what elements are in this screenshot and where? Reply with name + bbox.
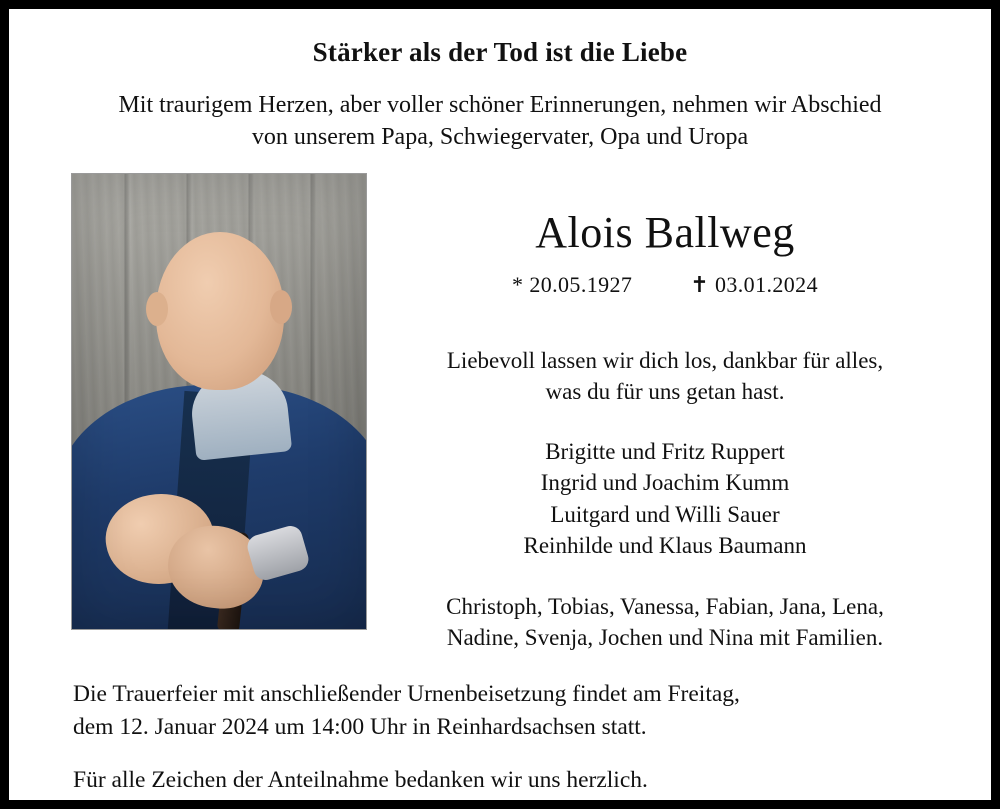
thanks-note: Für alle Zeichen der Anteilnahme bedanken wir uns herzlich. (73, 767, 648, 794)
family-name: Reinhilde und Klaus Baumann (523, 532, 807, 558)
intro-text (49, 90, 951, 153)
intro-line-2: von unserem Papa, Schwiegervater, Opa und Uropa (251, 123, 749, 150)
death-date-group (690, 272, 818, 297)
funeral-service-details (73, 678, 961, 745)
deceased-name: Alois Ballweg (535, 208, 795, 258)
grandchildren-list (383, 591, 947, 654)
death-date: 03.01.2024 (714, 272, 818, 298)
service-information (39, 678, 961, 798)
life-dates (383, 272, 947, 298)
photo-vignette (72, 174, 366, 629)
birth-date: 20.05.1927 (529, 272, 633, 298)
verse-line-1: Liebevoll lassen wir dich los, dankbar für alles, (446, 348, 884, 374)
verse-line-2: was du für uns getan hast. (545, 379, 785, 405)
cross-icon: ✝ (690, 272, 710, 298)
intro-line-1: Mit traurigem Herzen, aber voller schöner Erinnerungen, nehmen wir Abschied (118, 92, 882, 118)
birth-date-group (512, 272, 638, 297)
family-name: Luitgard und Willi Sauer (550, 501, 780, 527)
service-line-1: Die Trauerfeier mit anschließender Urnenbeisetzung findet am Freitag, (73, 680, 740, 707)
family-name: Ingrid und Joachim Kumm (540, 470, 790, 496)
grandchildren-line-1: Christoph, Tobias, Vanessa, Fabian, Jana, Lena, (446, 594, 884, 620)
grandchildren-line-2: Nadine, Svenja, Jochen und Nina mit Familien. (446, 625, 884, 651)
middle-section (39, 171, 961, 653)
family-names-list (383, 436, 947, 561)
details-column (365, 193, 961, 653)
family-name: Brigitte und Fritz Ruppert (545, 438, 785, 464)
verse-text (383, 346, 947, 408)
motto-text: Stärker als der Tod ist die Liebe (312, 37, 688, 67)
asterisk-icon: * (512, 272, 524, 298)
service-line-2: dem 12. Januar 2024 um 14:00 Uhr in Reinhardsachsen statt. (73, 713, 647, 740)
obituary-content (9, 9, 991, 800)
portrait-container (71, 173, 365, 630)
portrait-photo (71, 173, 367, 630)
